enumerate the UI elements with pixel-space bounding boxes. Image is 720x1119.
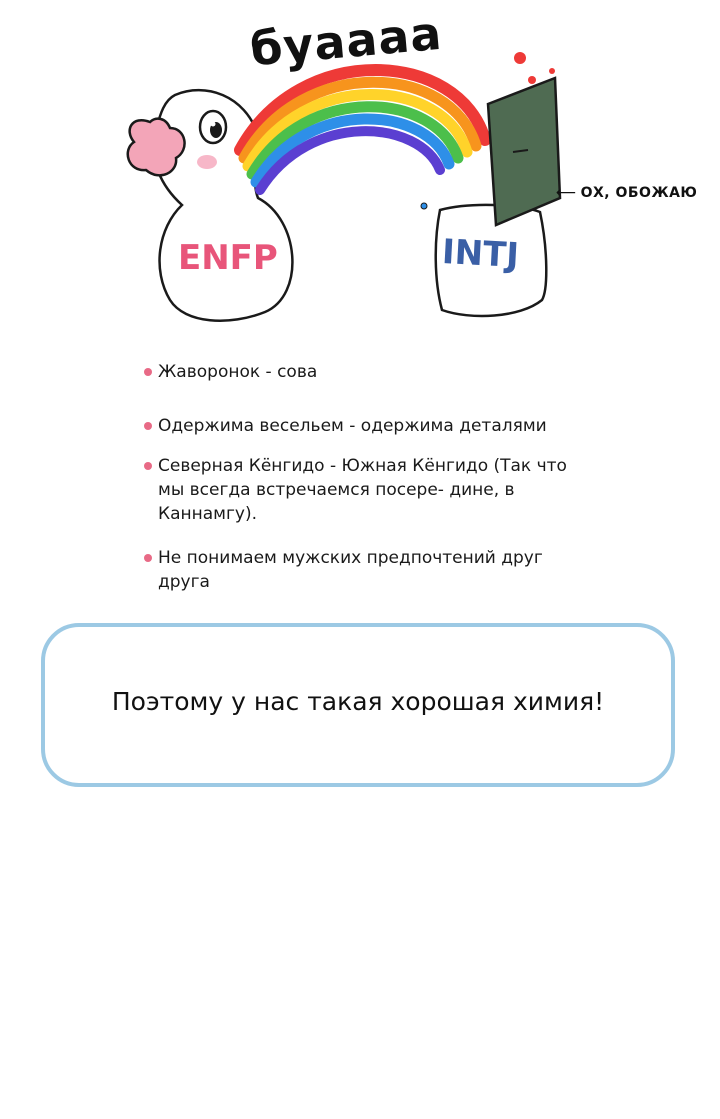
enfp-label: ENFP — [178, 238, 278, 278]
bullet-icon — [144, 554, 152, 562]
list-item-text: Жаворонок - сова — [158, 362, 318, 382]
list-item — [144, 360, 584, 384]
rainbow — [240, 70, 485, 190]
bullet-icon — [144, 462, 152, 470]
list-item — [144, 414, 584, 438]
speech-bubble-text: Поэтому у нас такая хорошая химия! — [111, 686, 605, 716]
list-item-text: Не понимаем мужских предпочтений друг друга — [158, 548, 543, 592]
bullet-icon — [144, 368, 152, 376]
speech-bubble — [41, 623, 675, 787]
comparison-list — [144, 360, 584, 594]
intj-aside-text: ОХ, ОБОЖАЮ — [580, 185, 698, 201]
intj-aside — [556, 185, 697, 201]
enfp-blush — [197, 155, 217, 169]
bullet-icon — [144, 422, 152, 430]
list-item — [144, 454, 584, 526]
list-item — [144, 546, 584, 594]
intj-label: INTJ — [441, 232, 520, 276]
arrow-left-icon: ⟵ — [556, 185, 577, 201]
list-item-text: Северная Кёнгидо - Южная Кёнгидо (Так что мы всегда встречаемся посере- дине, в Каннамгу). — [158, 456, 567, 524]
illustration — [0, 0, 720, 340]
list-item-text: Одержима весельем - одержима деталями — [158, 416, 547, 436]
sound-effect: буаааа — [248, 5, 445, 77]
